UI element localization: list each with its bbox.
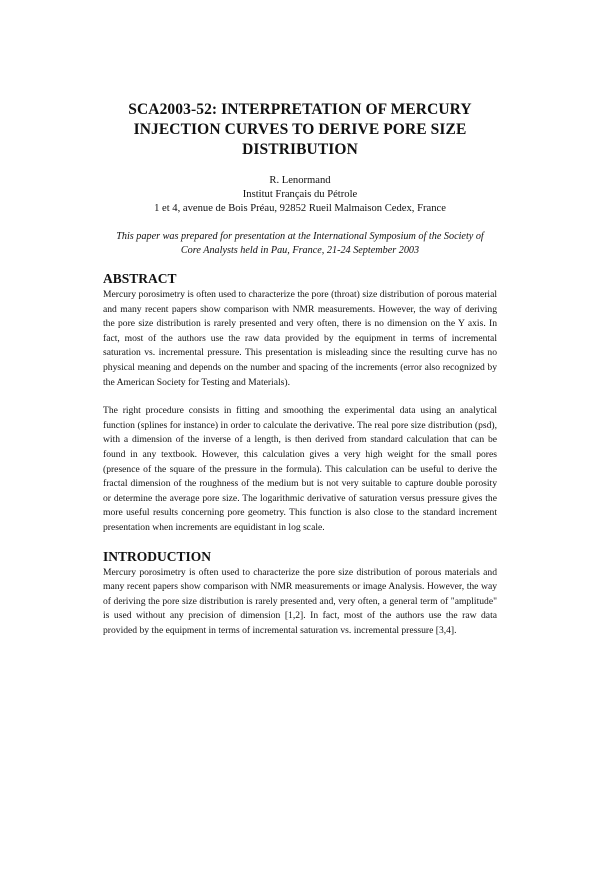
author-institution: Institut Français du Pétrole [242,189,358,200]
title-line: DISTRIBUTION [242,141,358,158]
abstract-paragraph: Mercury porosimetry is often used to characterize the pore (throat) size distribution of porous material and many recent papers show comparison with NMR measurements. However, the way of deriving the pore size distribution is rarely presented and very often, there is no dimension on the Y axis. In fact, most of the authors use the raw data provided by the equipment in terms of incremental saturation vs. incremental pressure. This presentation is misleading since the resulting curve has no physical meaning and depends on the number and spacing of the increments (error also recognized by the American Society for Testing and Materials). [103,289,497,388]
introduction-paragraph: Mercury porosimetry is often used to characterize the pore size distribution of porous materials and many recent papers show comparison with NMR measurements or image Analysis. However, the way of deriving the pore size distribution is rarely presented and, very often, a general term of "amplitude" is used without any precision of dimension [1,2]. In fact, most of the authors use the raw data provided by the equipment in terms of incremental saturation vs. incremental pressure [3,4]. [103,566,497,636]
note-line: This paper was prepared for presentation at the International Symposium of the Society of [116,231,484,242]
author-block [103,174,497,216]
presentation-note [103,230,497,258]
paper-title [103,100,497,160]
introduction-heading: INTRODUCTION [103,548,212,564]
title-line: INJECTION CURVES TO DERIVE PORE SIZE [133,121,467,138]
note-line: Core Analysts held in Pau, France, 21-24 September 2003 [180,245,420,256]
paper-page [0,100,600,876]
author-name: R. Lenormand [269,175,331,186]
abstract-paragraph: The right procedure consists in fitting and smoothing the experimental data using an analytical function (splines for instance) in order to calculate the derivative. The real pore size distribution (psd), with a dimension of the inverse of a length, is then derived from standard calculation that can be found in any textbook. However, this calculation gives a very high weight for the small pores (presence of the square of the pressure in the formula). This calculation can be useful to derive the fractal dimension of the roughness of the medium but is not very suitable to capture double porosity or determine the average pore size. The logarithmic derivative of saturation versus pressure gives the more useful results concerning pore geometry. This function is also close to the standard increment presentation when increments are equidistant in log scale. [103,405,497,533]
author-address: 1 et 4, avenue de Bois Préau, 92852 Rueil Malmaison Cedex, France [154,203,446,214]
title-line: SCA2003-52: INTERPRETATION OF MERCURY [128,101,472,118]
abstract-heading: ABSTRACT [103,271,177,286]
